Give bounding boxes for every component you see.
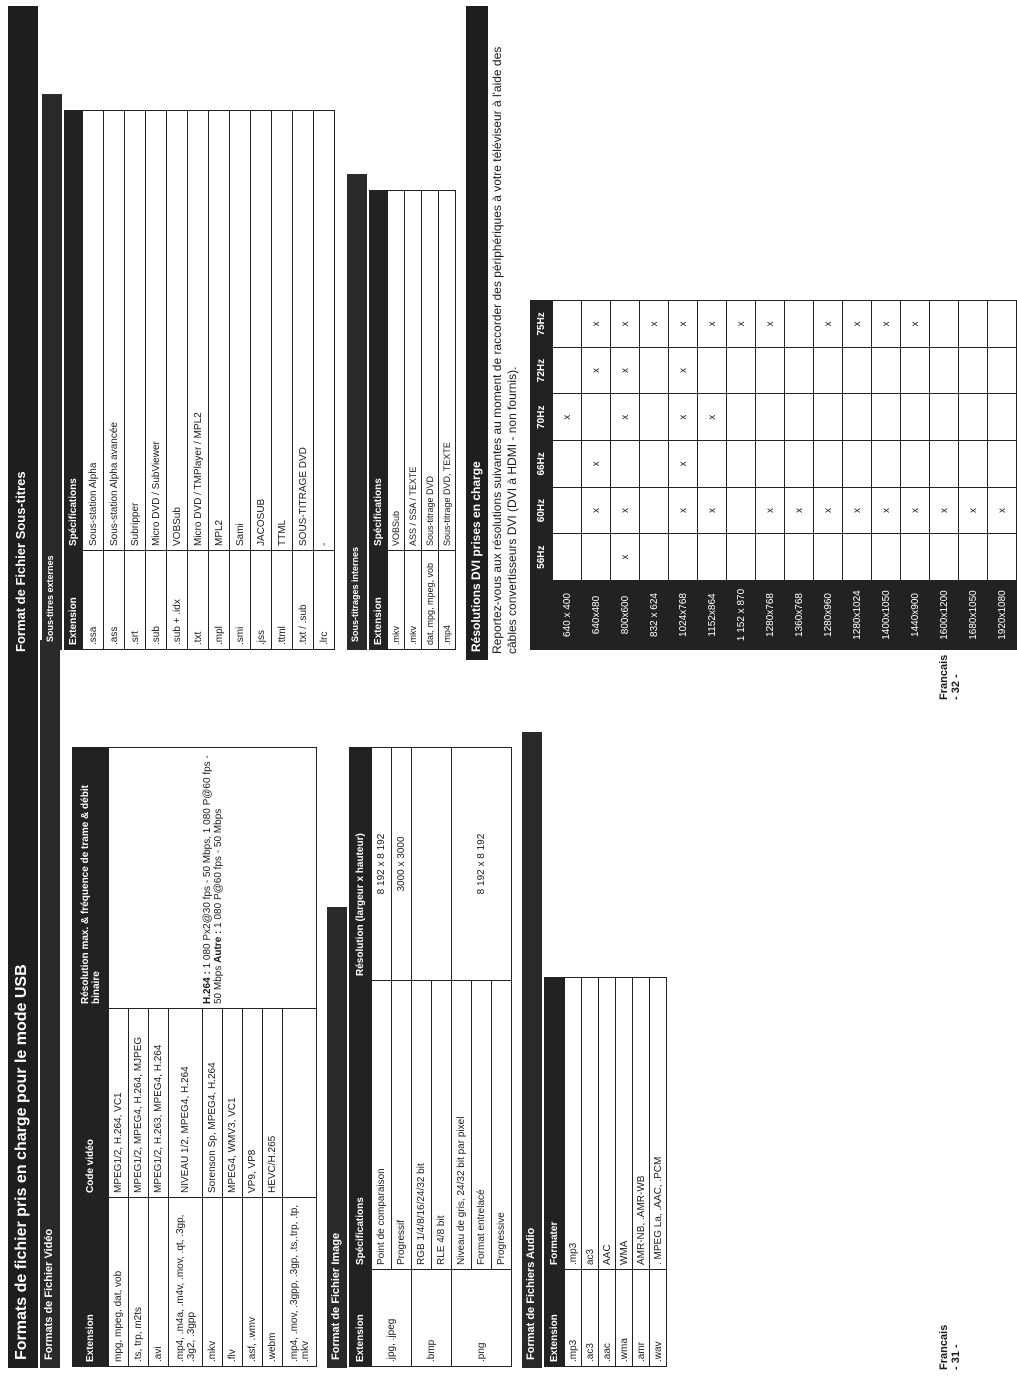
page-32 bbox=[8, 6, 1008, 660]
external-spec-cell: TTML bbox=[272, 111, 293, 551]
dvi-support-mark: x bbox=[611, 394, 640, 441]
dvi-support-mark: x bbox=[785, 487, 814, 534]
dvi-support-mark bbox=[930, 301, 959, 348]
dvi-support-mark: x bbox=[901, 487, 930, 534]
dvi-support-mark bbox=[727, 487, 756, 534]
dvi-support-mark bbox=[930, 347, 959, 394]
dvi-freq-header: 72Hz bbox=[531, 347, 553, 394]
dvi-support-mark bbox=[553, 487, 582, 534]
table-row bbox=[388, 191, 405, 650]
external-extension-cell: .txt bbox=[188, 551, 209, 650]
external-spec-cell: JACOSUB bbox=[251, 111, 272, 551]
table-row bbox=[125, 111, 146, 650]
dvi-section-title: Résolutions DVI prises en charge bbox=[466, 6, 488, 660]
dvi-resolution-cell: 1280x768 bbox=[756, 581, 785, 650]
resolution-other-label: Autre : bbox=[212, 930, 224, 963]
dvi-support-mark bbox=[901, 394, 930, 441]
dvi-support-mark: x bbox=[582, 301, 611, 348]
dvi-support-mark: x bbox=[611, 347, 640, 394]
audio-format-cell: . MPEG La, .AAC, .PCM bbox=[650, 978, 667, 1270]
video-codec-cell: HEVC/H.265 bbox=[263, 1009, 283, 1198]
video-codec-cell: VP9, VP8 bbox=[243, 1009, 263, 1198]
dvi-support-mark bbox=[582, 394, 611, 441]
external-spec-cell: SOUS-TITRAGE DVD bbox=[293, 111, 314, 551]
video-extension-cell: .mp4, .mov, .3gpp, .3gp, .ts,.trp, .tp, .mkv bbox=[283, 1198, 317, 1367]
dvi-support-mark bbox=[901, 441, 930, 488]
external-subtitles-title: Sous-titres externes bbox=[42, 94, 62, 650]
dvi-support-mark: x bbox=[843, 301, 872, 348]
table-row bbox=[412, 748, 432, 1367]
internal-extension-cell: .mkv bbox=[388, 551, 405, 650]
dvi-support-mark bbox=[959, 301, 988, 348]
audio-extension-cell: .aac bbox=[599, 1270, 616, 1367]
audio-extension-cell: .mp3 bbox=[565, 1270, 582, 1367]
dvi-support-mark: x bbox=[582, 487, 611, 534]
dvi-support-mark bbox=[814, 441, 843, 488]
video-extension-cell: mpg, mpeg, dat, vob bbox=[109, 1198, 129, 1367]
dvi-support-mark bbox=[988, 347, 1017, 394]
table-row bbox=[565, 978, 582, 1367]
dvi-support-mark bbox=[553, 534, 582, 581]
table-row bbox=[959, 301, 988, 650]
resolution-h264-text: 1 080 Px2@30 fps - 50 Mbps, 1 080 P@60 fps - 50 Mbps bbox=[201, 755, 224, 1004]
table-row bbox=[104, 111, 125, 650]
dvi-resolutions-table bbox=[530, 300, 1017, 650]
external-header-extension: Extension bbox=[65, 551, 83, 650]
external-spec-cell: VOBSub bbox=[167, 111, 188, 551]
audio-extension-cell: .wma bbox=[616, 1270, 633, 1367]
table-row bbox=[727, 301, 756, 650]
main-title: Formats de fichier pris en charge pour le mode USB bbox=[8, 8, 38, 1368]
table-row bbox=[439, 191, 456, 650]
dvi-support-mark: x bbox=[669, 441, 698, 488]
external-spec-cell: Sous-station Alpha avancée bbox=[104, 111, 125, 551]
dvi-support-mark: x bbox=[611, 487, 640, 534]
dvi-support-mark bbox=[901, 347, 930, 394]
dvi-resolution-cell: 800x600 bbox=[611, 581, 640, 650]
image-extension-cell: .jpg, .jpeg bbox=[372, 1270, 412, 1367]
table-row bbox=[452, 748, 472, 1367]
table-row bbox=[872, 301, 901, 650]
table-row bbox=[814, 301, 843, 650]
table-row bbox=[611, 301, 640, 650]
dvi-support-mark: x bbox=[814, 487, 843, 534]
dvi-support-mark bbox=[669, 534, 698, 581]
table-row bbox=[372, 748, 392, 1367]
external-extension-cell: .ass bbox=[104, 551, 125, 650]
table-row bbox=[988, 301, 1017, 650]
dvi-support-mark: x bbox=[814, 301, 843, 348]
dvi-resolution-cell: 1920x1080 bbox=[988, 581, 1017, 650]
dvi-resolution-cell: 1152x864 bbox=[698, 581, 727, 650]
image-spec-cell: Niveau de gris, 24/32 bit par pixel bbox=[452, 981, 472, 1270]
dvi-freq-header: 56Hz bbox=[531, 534, 553, 581]
dvi-support-mark bbox=[988, 441, 1017, 488]
external-spec-cell: MPL2 bbox=[209, 111, 230, 551]
dvi-support-mark: x bbox=[756, 301, 785, 348]
image-header-specs: Spécifications bbox=[350, 981, 372, 1270]
external-extension-cell: .smi bbox=[230, 551, 251, 650]
dvi-freq-header: 60Hz bbox=[531, 487, 553, 534]
audio-extension-cell: .wav bbox=[650, 1270, 667, 1367]
video-codec-cell: MPEG1/2, H.264, VC1 bbox=[109, 1009, 129, 1198]
external-extension-cell: .sub bbox=[146, 551, 167, 650]
dvi-support-mark: x bbox=[582, 441, 611, 488]
external-header-specs: Spécifications bbox=[65, 111, 83, 551]
dvi-support-mark bbox=[988, 394, 1017, 441]
dvi-resolution-cell: 1440x900 bbox=[901, 581, 930, 650]
dvi-support-mark: x bbox=[611, 301, 640, 348]
dvi-support-mark: x bbox=[872, 301, 901, 348]
audio-format-cell: WMA bbox=[616, 978, 633, 1270]
dvi-support-mark bbox=[756, 394, 785, 441]
dvi-resolution-cell: 1600x1200 bbox=[930, 581, 959, 650]
video-section-title: Formats de Fichier Vidéo bbox=[40, 640, 60, 1368]
dvi-support-mark bbox=[930, 534, 959, 581]
dvi-support-mark bbox=[785, 347, 814, 394]
dvi-support-mark: x bbox=[756, 487, 785, 534]
dvi-support-mark bbox=[988, 534, 1017, 581]
external-extension-cell: .mpl bbox=[209, 551, 230, 650]
audio-section-title: Format de Fichiers Audio bbox=[522, 732, 542, 1368]
dvi-support-mark bbox=[727, 347, 756, 394]
table-row bbox=[616, 978, 633, 1367]
table-row bbox=[230, 111, 251, 650]
dvi-support-mark bbox=[814, 394, 843, 441]
dvi-resolution-cell: 1680x1050 bbox=[959, 581, 988, 650]
table-row bbox=[843, 301, 872, 650]
video-codec-cell: MPEG4, WMV3, VC1 bbox=[223, 1009, 243, 1198]
dvi-support-mark: x bbox=[669, 394, 698, 441]
audio-format-cell: ac3 bbox=[582, 978, 599, 1270]
dvi-support-mark: x bbox=[698, 394, 727, 441]
dvi-support-mark bbox=[756, 347, 785, 394]
audio-header-extension: Extension bbox=[545, 1270, 565, 1367]
subtitle-section-title: Format de Fichier Sous-titres bbox=[8, 6, 38, 660]
image-spec-cell: RLE 4/8 bit bbox=[432, 981, 452, 1270]
dvi-support-mark: x bbox=[930, 487, 959, 534]
dvi-support-mark bbox=[930, 441, 959, 488]
page-32-footer: Francais - 32 - bbox=[938, 654, 962, 700]
dvi-support-mark bbox=[814, 347, 843, 394]
dvi-support-mark: x bbox=[553, 394, 582, 441]
table-row bbox=[422, 191, 439, 650]
table-row bbox=[83, 111, 104, 650]
table-row bbox=[582, 978, 599, 1367]
table-row bbox=[785, 301, 814, 650]
dvi-support-mark: x bbox=[669, 487, 698, 534]
external-spec-cell: Sous-station Alpha bbox=[83, 111, 104, 551]
dvi-support-mark bbox=[582, 534, 611, 581]
table-row bbox=[640, 301, 669, 650]
table-row bbox=[405, 191, 422, 650]
dvi-support-mark: x bbox=[843, 487, 872, 534]
dvi-support-mark bbox=[843, 394, 872, 441]
dvi-freq-header: 75Hz bbox=[531, 301, 553, 348]
internal-header-specs: Spécifications bbox=[370, 191, 388, 551]
image-resolution-cell bbox=[412, 748, 452, 981]
table-row bbox=[633, 978, 650, 1367]
audio-extension-cell: .ac3 bbox=[582, 1270, 599, 1367]
dvi-support-mark: x bbox=[959, 487, 988, 534]
table-row bbox=[167, 111, 188, 650]
image-header-resolution: Résolution (largeur x hauteur) bbox=[350, 748, 372, 981]
dvi-resolution-cell: 640x480 bbox=[582, 581, 611, 650]
dvi-paragraph: Reportez-vous aux résolutions suivantes au moment de raccorder des périphériques à votre téléviseur à l'aide des câbles convertisseurs DVI (DVI à HDMI - non fournis). bbox=[490, 46, 519, 654]
dvi-support-mark bbox=[727, 394, 756, 441]
dvi-support-mark bbox=[872, 394, 901, 441]
image-spec-cell: Format entrelacé bbox=[472, 981, 492, 1270]
dvi-support-mark bbox=[640, 347, 669, 394]
dvi-support-mark: x bbox=[611, 534, 640, 581]
dvi-support-mark bbox=[756, 534, 785, 581]
video-extension-cell: .flv bbox=[223, 1198, 243, 1367]
dvi-resolution-cell: 1360x768 bbox=[785, 581, 814, 650]
table-row bbox=[901, 301, 930, 650]
image-formats-table bbox=[349, 747, 512, 1367]
dvi-support-mark bbox=[727, 441, 756, 488]
video-extension-cell: .avi bbox=[149, 1198, 169, 1367]
table-row bbox=[109, 748, 129, 1367]
internal-extension-cell: dat, mpg, mpeg, vob bbox=[422, 551, 439, 650]
dvi-support-mark: x bbox=[901, 301, 930, 348]
dvi-support-mark bbox=[901, 534, 930, 581]
dvi-support-mark bbox=[872, 347, 901, 394]
image-resolution-cell: 3000 x 3000 bbox=[392, 748, 412, 981]
page-31-footer: Francais - 31 - bbox=[938, 1324, 962, 1370]
internal-spec-cell: VOBSub bbox=[388, 191, 405, 551]
dvi-support-mark bbox=[727, 534, 756, 581]
dvi-support-mark: x bbox=[988, 487, 1017, 534]
internal-header-extension: Extension bbox=[370, 551, 388, 650]
external-spec-cell: Micro DVD / SubViewer bbox=[146, 111, 167, 551]
video-resolution-cell bbox=[109, 748, 317, 1009]
external-spec-cell: Micro DVD / TMPlayer / MPL2 bbox=[188, 111, 209, 551]
image-spec-cell: Point de comparaison bbox=[372, 981, 392, 1270]
dvi-support-mark: x bbox=[640, 301, 669, 348]
dvi-support-mark: x bbox=[669, 347, 698, 394]
image-section-title: Format de Fichier Image bbox=[327, 907, 347, 1368]
internal-spec-cell: Sous-titrage DVD bbox=[422, 191, 439, 551]
image-extension-cell: .png bbox=[452, 1270, 512, 1367]
dvi-support-mark bbox=[872, 534, 901, 581]
dvi-support-mark bbox=[785, 534, 814, 581]
internal-spec-cell: Sous-titrage DVD, TEXTE bbox=[439, 191, 456, 551]
video-codec-cell: MPEG1/2, H.263, MPEG4, H.264 bbox=[149, 1009, 169, 1198]
image-resolution-cell: 8 192 x 8 192 bbox=[452, 748, 512, 981]
external-spec-cell: Subripper bbox=[125, 111, 146, 551]
video-extension-cell: .mkv bbox=[203, 1198, 223, 1367]
dvi-support-mark: x bbox=[872, 487, 901, 534]
audio-header-format: Formater bbox=[545, 978, 565, 1270]
table-row bbox=[930, 301, 959, 650]
dvi-resolution-cell: 1280x1024 bbox=[843, 581, 872, 650]
dvi-support-mark bbox=[959, 394, 988, 441]
table-row bbox=[669, 301, 698, 650]
image-spec-cell: Progressive bbox=[492, 981, 512, 1270]
dvi-support-mark bbox=[553, 301, 582, 348]
image-extension-cell: .bmp bbox=[412, 1270, 452, 1367]
dvi-support-mark bbox=[843, 534, 872, 581]
dvi-support-mark bbox=[756, 441, 785, 488]
audio-extension-cell: .amr bbox=[633, 1270, 650, 1367]
image-header-extension: Extension bbox=[350, 1270, 372, 1367]
dvi-support-mark bbox=[640, 534, 669, 581]
table-row bbox=[553, 301, 582, 650]
dvi-support-mark bbox=[553, 441, 582, 488]
resolution-other-text: 1 080 P@60 fps - 50 Mbps bbox=[212, 808, 224, 931]
dvi-support-mark bbox=[843, 441, 872, 488]
resolution-h264-label: H.264 : bbox=[201, 971, 213, 1004]
internal-subtitles-table bbox=[369, 190, 456, 650]
video-extension-cell: .webm bbox=[263, 1198, 283, 1367]
table-row bbox=[272, 111, 293, 650]
video-codec-cell: MPEG1/2, MPEG4, H.264, MJPEG bbox=[129, 1009, 149, 1198]
dvi-support-mark bbox=[640, 441, 669, 488]
video-formats-table bbox=[72, 747, 317, 1367]
video-codec-cell: Sorenson Sp, MPEG4, H.264 bbox=[203, 1009, 223, 1198]
dvi-support-mark bbox=[785, 394, 814, 441]
dvi-support-mark bbox=[698, 347, 727, 394]
video-extension-cell: .asf, .wmv bbox=[243, 1198, 263, 1367]
dvi-support-mark: x bbox=[727, 301, 756, 348]
dvi-resolution-cell: 832 x 624 bbox=[640, 581, 669, 650]
video-extension-cell: .mp4, .m4a, .m4v, .mov, .qt, .3gp, .3g2, .3gpp bbox=[169, 1198, 203, 1367]
dvi-support-mark bbox=[640, 394, 669, 441]
table-row bbox=[650, 978, 667, 1367]
video-header-codec: Code vidéo bbox=[73, 1009, 109, 1198]
external-extension-cell: .ssa bbox=[83, 551, 104, 650]
internal-extension-cell: .mp4 bbox=[439, 551, 456, 650]
table-row bbox=[188, 111, 209, 650]
dvi-support-mark bbox=[785, 301, 814, 348]
video-codec-cell: NIVEAU 1/2, MPEG4, H.264 bbox=[169, 1009, 203, 1198]
table-row bbox=[582, 301, 611, 650]
table-row bbox=[314, 111, 335, 650]
table-row bbox=[146, 111, 167, 650]
external-extension-cell: .srt bbox=[125, 551, 146, 650]
audio-format-cell: AAC bbox=[599, 978, 616, 1270]
dvi-resolution-cell: 1400x1050 bbox=[872, 581, 901, 650]
audio-format-cell: .mp3 bbox=[565, 978, 582, 1270]
dvi-support-mark bbox=[553, 347, 582, 394]
dvi-support-mark bbox=[640, 487, 669, 534]
dvi-support-mark bbox=[843, 347, 872, 394]
dvi-support-mark bbox=[959, 441, 988, 488]
dvi-support-mark bbox=[785, 441, 814, 488]
internal-subtitles-title: Sous-titrages internes bbox=[347, 174, 367, 650]
dvi-support-mark: x bbox=[582, 347, 611, 394]
dvi-support-mark bbox=[988, 301, 1017, 348]
dvi-freq-header: 70Hz bbox=[531, 394, 553, 441]
internal-extension-cell: .mkv bbox=[405, 551, 422, 650]
external-subtitles-table bbox=[64, 110, 335, 650]
external-spec-cell: - bbox=[314, 111, 335, 551]
table-row bbox=[251, 111, 272, 650]
table-row bbox=[599, 978, 616, 1367]
external-extension-cell: .jss bbox=[251, 551, 272, 650]
video-extension-cell: .ts, trp, m2ts bbox=[129, 1198, 149, 1367]
dvi-freq-header: 66Hz bbox=[531, 441, 553, 488]
external-extension-cell: .ttml bbox=[272, 551, 293, 650]
dvi-support-mark bbox=[959, 534, 988, 581]
audio-format-cell: AMR-NB, .AMR-WB bbox=[633, 978, 650, 1270]
video-codec-cell bbox=[283, 1009, 317, 1198]
audio-formats-table bbox=[544, 977, 667, 1367]
table-row bbox=[293, 111, 314, 650]
table-row bbox=[209, 111, 230, 650]
dvi-support-mark: x bbox=[669, 301, 698, 348]
dvi-support-mark bbox=[611, 441, 640, 488]
image-spec-cell: Progressif bbox=[392, 981, 412, 1270]
external-extension-cell: .lrc bbox=[314, 551, 335, 650]
external-spec-cell: Sami bbox=[230, 111, 251, 551]
dvi-support-mark bbox=[930, 394, 959, 441]
image-resolution-cell: 8 192 x 8 192 bbox=[372, 748, 392, 981]
video-header-extension: Extension bbox=[73, 1198, 109, 1367]
dvi-support-mark: x bbox=[698, 487, 727, 534]
table-row bbox=[698, 301, 727, 650]
video-header-resolution: Résolution max. & fréquence de trame & débit binaire bbox=[73, 748, 109, 1009]
image-spec-cell: RGB 1/4/8/16/24/32 bit bbox=[412, 981, 432, 1270]
internal-spec-cell: ASS / SSA / TEXTE bbox=[405, 191, 422, 551]
dvi-resolution-cell: 1024x768 bbox=[669, 581, 698, 650]
dvi-resolution-cell: 1 152 x 870 bbox=[727, 581, 756, 650]
dvi-support-mark bbox=[872, 441, 901, 488]
dvi-support-mark bbox=[698, 441, 727, 488]
external-extension-cell: .txt / .sub bbox=[293, 551, 314, 650]
dvi-support-mark bbox=[959, 347, 988, 394]
dvi-resolution-cell: 640 x 400 bbox=[553, 581, 582, 650]
dvi-support-mark bbox=[814, 534, 843, 581]
dvi-resolution-cell: 1280x960 bbox=[814, 581, 843, 650]
dvi-support-mark: x bbox=[698, 301, 727, 348]
external-extension-cell: .sub + .idx bbox=[167, 551, 188, 650]
dvi-support-mark bbox=[698, 534, 727, 581]
table-row bbox=[756, 301, 785, 650]
